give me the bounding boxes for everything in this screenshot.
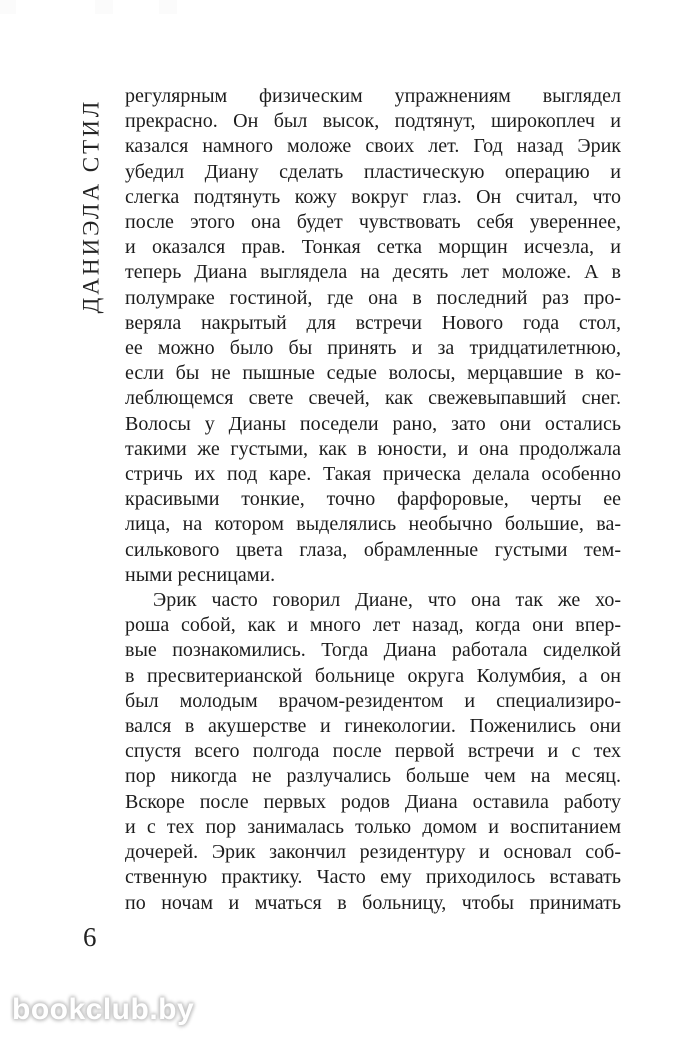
text-line: леблющемся свете свечей, как свежевыпавший снег. — [125, 387, 621, 410]
text-line: роша собой, как и много лет назад, когда они впер- — [125, 614, 621, 637]
text-line: спустя всего полгода после первой встречи и с тех — [125, 740, 621, 763]
text-line: ее можно было бы принять и за тридцатилетнюю, — [125, 337, 621, 360]
body-text — [125, 84, 621, 916]
page-number: 6 — [83, 922, 97, 952]
text-line: в пресвитерианской больнице округа Колумбия, а он — [125, 664, 621, 687]
text-line: Волосы у Дианы поседели рано, зато они остались — [125, 412, 621, 435]
watermark: bookclub.by — [12, 993, 195, 1026]
text-line: полумраке гостиной, где она в последний раз про- — [125, 286, 621, 309]
text-line: если бы не пышные седые волосы, мерцавшие в ко- — [125, 362, 621, 385]
text-line: Вскоре после первых родов Диана оставила работу — [125, 790, 621, 813]
spine-author-text: ДАНИЭЛА СТИЛ — [78, 98, 103, 314]
text-line: после этого она будет чувствовать себя увереннее, — [125, 211, 621, 234]
text-line: был молодым врачом-резидентом и специализиро- — [125, 689, 621, 712]
text-line: слегка подтянуть кожу вокруг глаз. Он считал, что — [125, 185, 621, 208]
text-line: веряла накрытый для встречи Нового года стол, — [125, 311, 621, 334]
scan-artifact — [95, 0, 113, 14]
text-line: такими же густыми, как в юности, и она продолжала — [125, 437, 621, 460]
text-line: вые познакомились. Тогда Диана работала сиделкой — [125, 639, 621, 662]
text-line: убедил Диану сделать пластическую операцию и — [125, 160, 621, 183]
text-line: вался в акушерстве и гинекологии. Поженились они — [125, 715, 621, 738]
text-line: теперь Диана выглядела на десять лет моложе. А в — [125, 261, 621, 284]
text-line: по ночам и мчаться в больницу, чтобы принимать — [125, 891, 621, 914]
text-line: ными ресницами. — [125, 563, 276, 586]
text-line: силькового цвета глаза, обрамленные густыми тем- — [125, 538, 621, 561]
scan-artifact — [0, 0, 16, 14]
text-line: казался намного моложе своих лет. Год назад Эрик — [125, 135, 621, 158]
scan-artifact — [159, 0, 177, 14]
text-line: прекрасно. Он был высок, подтянут, широкоплеч и — [125, 110, 621, 133]
text-line: пор никогда не разлучались больше чем на месяц. — [125, 765, 621, 788]
text-line: красивыми тонкие, точно фарфоровые, черты ее — [125, 488, 621, 511]
text-line: регулярным физическим упражнениям выглядел — [125, 85, 621, 107]
text-line: Эрик часто говорил Диане, что она так же хо- — [153, 589, 621, 612]
text-line: ственную практику. Часто ему приходилось вставать — [125, 866, 621, 889]
text-line: и с тех пор занималась только домом и воспитанием — [125, 815, 621, 838]
text-line: лица, на котором выделялись необычно большие, ва- — [125, 513, 621, 536]
text-line: дочерей. Эрик закончил резидентуру и основал соб- — [125, 841, 621, 864]
text-line: и оказался прав. Тонкая сетка морщин исчезла, и — [125, 236, 621, 259]
text-line: стричь их под каре. Такая прическа делала особенно — [125, 463, 621, 486]
